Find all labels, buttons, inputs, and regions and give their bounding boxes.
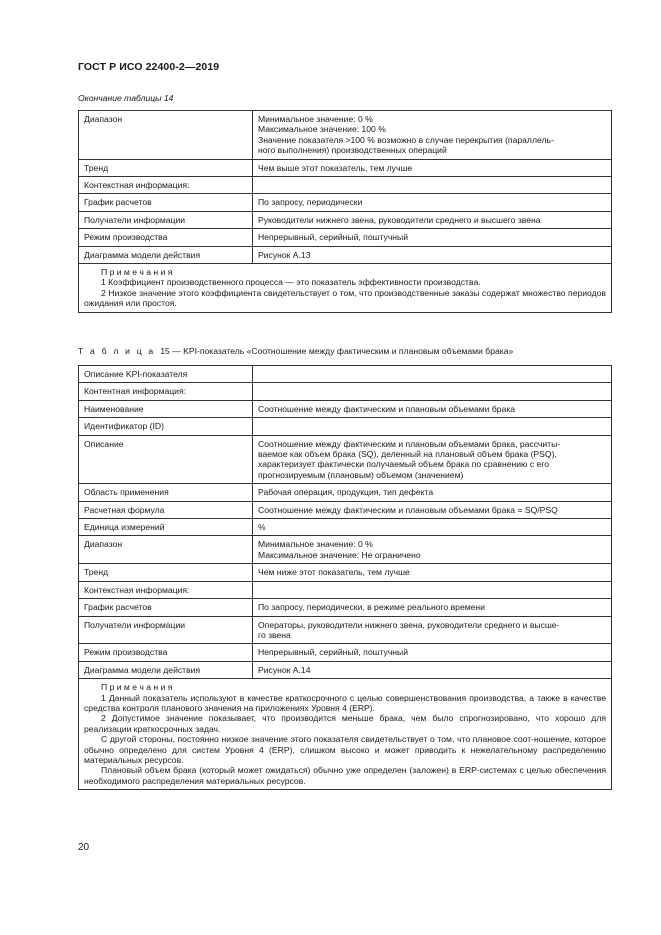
row-value-line: Руководители нижнего звена, руководители среднего и высшего звена (258, 214, 541, 225)
table-15-caption-text: 15 — KPI-показатель «Соотношение между фактическим и плановым объемами брака» (160, 346, 514, 356)
row-value-line (258, 585, 606, 595)
document-header: ГОСТ Р ИСО 22400-2—2019 (78, 61, 220, 73)
table-row (79, 599, 612, 616)
row-value-line: Соотношение между фактическим и плановым объемами брака = SQ/PSQ (258, 504, 558, 515)
table-row (79, 246, 612, 263)
row-label: Тренд (79, 159, 253, 176)
note-paragraph: Плановый объем брака (который может ожидаться) обычно уже определен (заложен) в ERP-системах с целью обеспечения необходимого распределения материальных ресурсов. (84, 765, 606, 786)
page-number: 20 (78, 842, 90, 853)
row-value-line: Рабочая операция, продукция, тип дефекта (258, 487, 434, 498)
row-value-line: Соотношение между фактическим и плановым объемами брака, рассчиты- (258, 438, 561, 449)
row-value (253, 435, 612, 484)
row-value-line: Операторы, руководители нижнего звена, руководители среднего и высше- (258, 619, 560, 630)
table-row (79, 229, 612, 246)
row-value (253, 229, 612, 246)
notes-title: П р и м е ч а н и я (101, 267, 173, 278)
table-row (79, 111, 612, 160)
row-value-line: Значение показателя >100 % возможно в случае перекрытия (параллель- (258, 134, 554, 145)
note-paragraph: 1 Данный показатель используют в качестве краткосрочного с целью совершенствования производства, а также в качестве средства контроля планового значения на приложениях Уровня 4 (ERP). (84, 692, 606, 713)
row-value (253, 400, 612, 417)
table-15-caption-prefix: Т а б л и ц а (78, 346, 156, 356)
row-label: График расчетов (79, 599, 253, 616)
row-label: Идентификатор (ID) (79, 418, 253, 435)
row-value (253, 616, 612, 644)
row-label: Наименование (79, 400, 253, 417)
row-value-line: Рисунок А.13 (258, 249, 311, 260)
table-row (79, 194, 612, 211)
row-value (253, 366, 612, 383)
row-label: Получатели информации (79, 616, 253, 644)
row-label: Диаграмма модели действия (79, 246, 253, 263)
table-row (79, 501, 612, 518)
table-row (79, 536, 612, 564)
note-paragraph: С другой стороны, постоянно низкое значение этого показателя свидетельствует о том, что плановое соот-ношение, которое обычно определено для систем Уровня 4 (ERP), слишком высоко и может приводить к нежелательному распределению материальных ресурсов. (84, 734, 606, 765)
row-value-line (258, 386, 606, 396)
row-value (253, 159, 612, 176)
table-row (79, 519, 612, 536)
table-row (79, 435, 612, 484)
row-label: График расчетов (79, 194, 253, 211)
row-label: Описание KPI-показателя (79, 366, 253, 383)
row-label: Режим производства (79, 644, 253, 661)
notes-row (79, 264, 612, 313)
row-value-line: Максимальное значение: 100 % (258, 124, 386, 135)
row-value-line: По запросу, периодически, в режиме реального времени (258, 602, 485, 613)
row-value-line: % (258, 522, 266, 533)
row-value-line: ваемое как объем брака (SQ), деленный на плановый объем брака (PSQ), (258, 449, 557, 460)
table-row (79, 211, 612, 228)
row-value-line (258, 369, 606, 379)
row-value-line: Чем выше этот показатель, тем лучше (258, 162, 413, 173)
row-value (253, 177, 612, 194)
row-value-line: ного выполнения) производственных операций (258, 145, 447, 156)
table-row (79, 616, 612, 644)
row-value (253, 519, 612, 536)
row-label: Контекстная информация: (79, 581, 253, 598)
note-paragraph: 2 Низкое значение этого коэффициента свидетельствует о том, что производственные заказы содержат множество периодов ожидания или простоя. (84, 287, 606, 309)
notes-row (79, 679, 612, 790)
table-14-caption: Окончание таблицы 14 (78, 93, 174, 103)
row-value-line: Чем ниже этот показатель, тем лучше (258, 567, 410, 578)
table-row (79, 418, 612, 435)
table-row (79, 581, 612, 598)
row-value (253, 111, 612, 160)
row-value-line (258, 180, 606, 190)
row-value (253, 246, 612, 263)
row-label: Описание (79, 435, 253, 484)
row-value (253, 581, 612, 598)
row-label: Расчетная формула (79, 501, 253, 518)
table-row (79, 644, 612, 661)
row-value (253, 564, 612, 581)
row-value (253, 501, 612, 518)
table-row (79, 400, 612, 417)
row-label: Режим производства (79, 229, 253, 246)
row-label: Контентная информация: (79, 383, 253, 400)
row-label: Тренд (79, 564, 253, 581)
row-label: Получатели информации (79, 211, 253, 228)
row-label: Диапазон (79, 111, 253, 160)
table-15-caption (78, 346, 513, 356)
table-row (79, 661, 612, 678)
table-row (79, 177, 612, 194)
notes-title: П р и м е ч а н и я (101, 682, 173, 693)
row-value (253, 211, 612, 228)
row-value-line: Максимальное значение: Не ограничено (258, 549, 421, 560)
row-value (253, 599, 612, 616)
note-paragraph: 2 Допустимое значение показывает, что производится меньше брака, чем было спрогнозировано, что хорошо для реализации краткосрочных задач. (84, 713, 606, 734)
row-value (253, 484, 612, 501)
row-label: Единица измерений (79, 519, 253, 536)
note-paragraph: 1 Коэффициент производственного процесса — это показатель эффективности производства. (101, 277, 481, 288)
row-value (253, 194, 612, 211)
table-row (79, 366, 612, 383)
row-value-line: Минимальное значение: 0 % (258, 114, 373, 124)
table-row (79, 159, 612, 176)
row-value-line: Непрерывный, серийный, поштучный (258, 232, 409, 243)
row-value-line: Минимальное значение: 0 % (258, 539, 373, 550)
row-value-line: Соотношение между фактическим и плановым объемами брака (258, 403, 516, 414)
row-value-line: прогнозируемым (плановым) объемом (значением) (258, 469, 464, 480)
row-value-line: характеризует фактически получаемый объем брака по сравнению с его (258, 459, 550, 470)
row-label: Диапазон (79, 536, 253, 564)
row-value-line: го звена (258, 629, 291, 640)
row-label: Область применения (79, 484, 253, 501)
row-label: Диаграмма модели действия (79, 661, 253, 678)
table-row (79, 484, 612, 501)
row-value (253, 644, 612, 661)
table-row (79, 383, 612, 400)
row-value (253, 536, 612, 564)
notes-cell (79, 264, 612, 313)
row-value-line: По запросу, периодически (258, 197, 363, 208)
row-value (253, 383, 612, 400)
row-value-line (258, 421, 606, 431)
row-value-line: Рисунок А.14 (258, 664, 311, 675)
row-value-line: Непрерывный, серийный, поштучный (258, 647, 409, 658)
table-14 (78, 110, 612, 313)
row-label: Контекстная информация: (79, 177, 253, 194)
table-row (79, 564, 612, 581)
table-15 (78, 365, 612, 790)
notes-cell (79, 679, 612, 790)
row-value (253, 661, 612, 678)
row-value (253, 418, 612, 435)
